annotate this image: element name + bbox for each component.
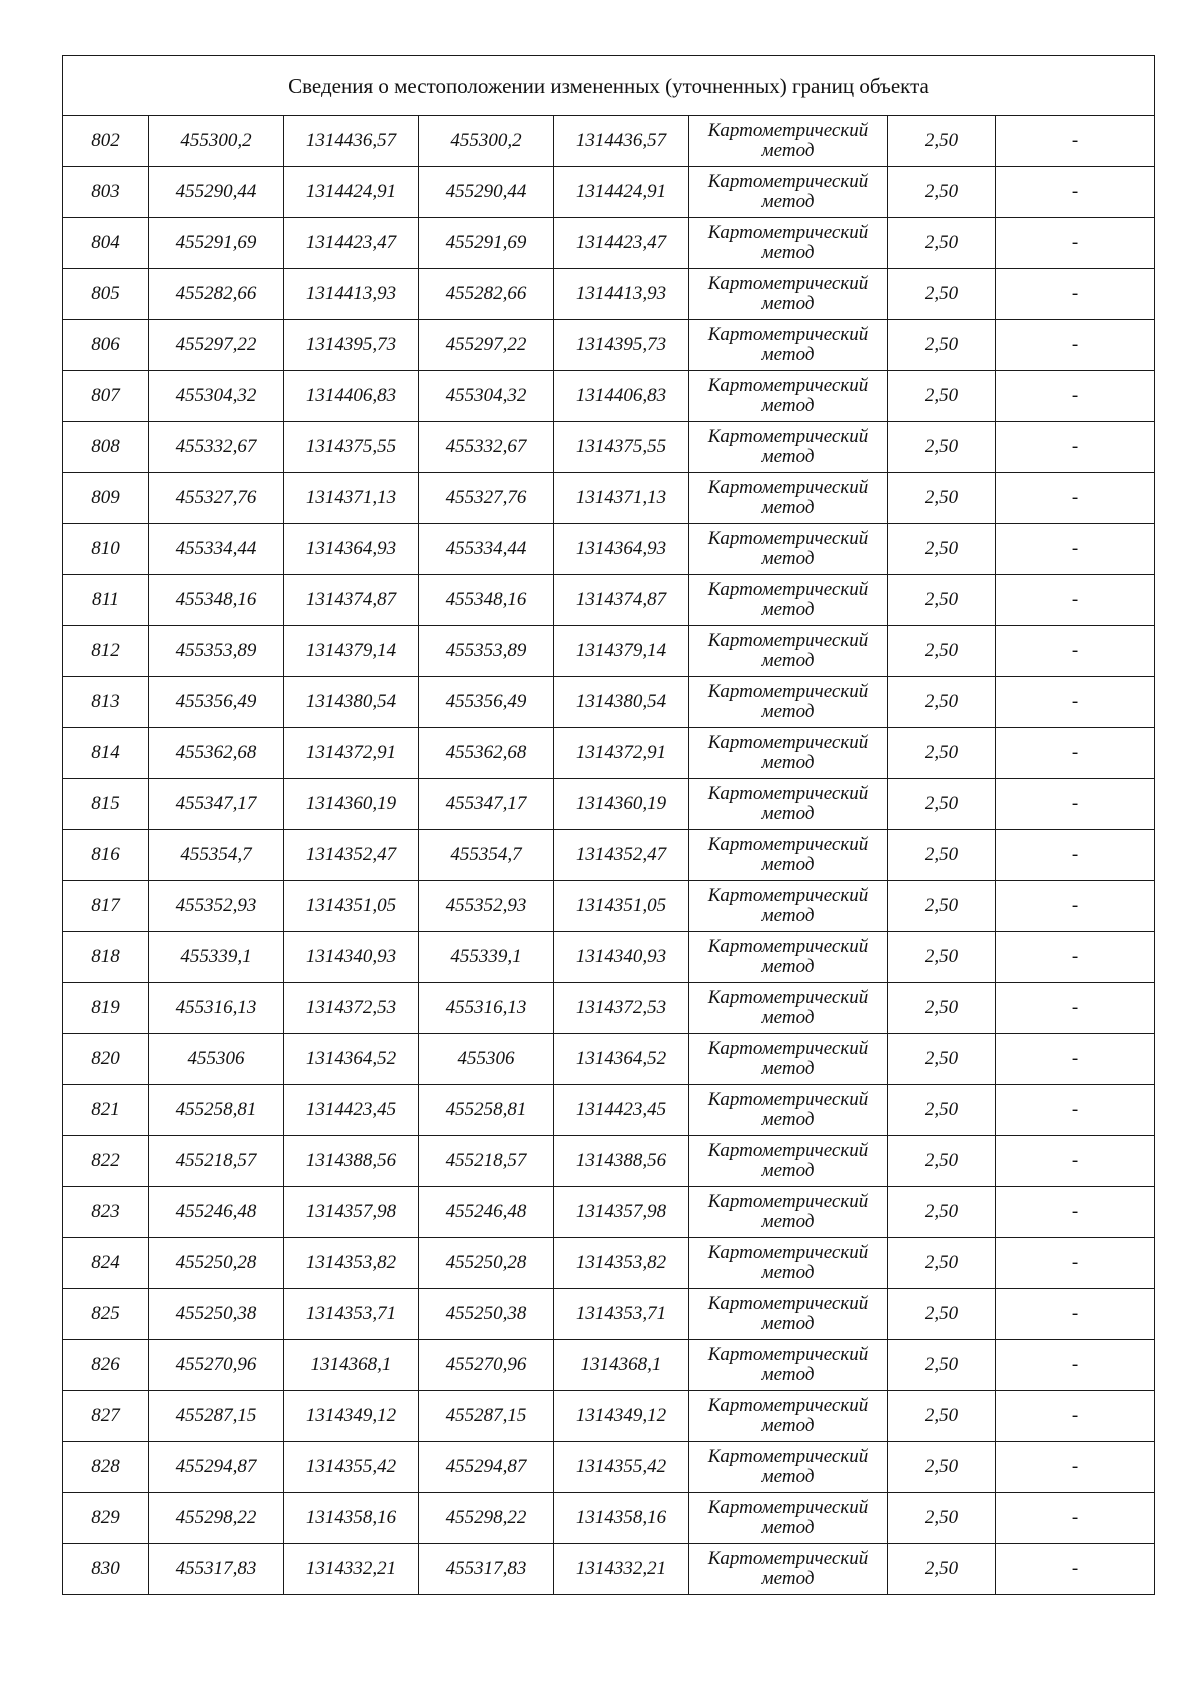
y-old-cell: 1314372,53 [284,983,419,1034]
x-old-cell: 455294,87 [149,1442,284,1493]
x-old-cell: 455327,76 [149,473,284,524]
y-new-cell: 1314340,93 [554,932,689,983]
y-new-cell: 1314379,14 [554,626,689,677]
x-old-cell: 455258,81 [149,1085,284,1136]
y-old-cell: 1314353,71 [284,1289,419,1340]
description-cell: - [996,932,1155,983]
table-row [63,677,1155,728]
method-cell: Картометрический метод [689,1493,888,1544]
point-number-cell: 809 [63,473,149,524]
y-old-cell: 1314406,83 [284,371,419,422]
table-row [63,167,1155,218]
y-old-cell: 1314372,91 [284,728,419,779]
accuracy-cell: 2,50 [888,269,996,320]
y-new-cell: 1314358,16 [554,1493,689,1544]
y-new-cell: 1314332,21 [554,1544,689,1595]
accuracy-cell: 2,50 [888,116,996,167]
method-cell: Картометрический метод [689,1442,888,1493]
table-row [63,1544,1155,1595]
point-number-cell: 827 [63,1391,149,1442]
y-old-cell: 1314340,93 [284,932,419,983]
table-row [63,1136,1155,1187]
x-old-cell: 455250,38 [149,1289,284,1340]
y-new-cell: 1314374,87 [554,575,689,626]
x-new-cell: 455347,17 [419,779,554,830]
method-cell: Картометрический метод [689,575,888,626]
table-row [63,1238,1155,1289]
y-new-cell: 1314388,56 [554,1136,689,1187]
point-number-cell: 804 [63,218,149,269]
table-body [63,56,1155,1595]
y-new-cell: 1314423,45 [554,1085,689,1136]
table-row [63,881,1155,932]
method-cell: Картометрический метод [689,116,888,167]
description-cell: - [996,269,1155,320]
point-number-cell: 811 [63,575,149,626]
x-old-cell: 455334,44 [149,524,284,575]
description-cell: - [996,983,1155,1034]
table-row [63,371,1155,422]
y-new-cell: 1314371,13 [554,473,689,524]
x-old-cell: 455356,49 [149,677,284,728]
x-new-cell: 455258,81 [419,1085,554,1136]
point-number-cell: 815 [63,779,149,830]
y-new-cell: 1314413,93 [554,269,689,320]
y-old-cell: 1314380,54 [284,677,419,728]
method-cell: Картометрический метод [689,167,888,218]
point-number-cell: 816 [63,830,149,881]
y-old-cell: 1314423,45 [284,1085,419,1136]
description-cell: - [996,881,1155,932]
method-cell: Картометрический метод [689,1391,888,1442]
y-new-cell: 1314364,93 [554,524,689,575]
accuracy-cell: 2,50 [888,1544,996,1595]
y-new-cell: 1314364,52 [554,1034,689,1085]
x-new-cell: 455287,15 [419,1391,554,1442]
method-cell: Картометрический метод [689,1289,888,1340]
x-new-cell: 455250,38 [419,1289,554,1340]
y-new-cell: 1314372,53 [554,983,689,1034]
y-old-cell: 1314360,19 [284,779,419,830]
x-old-cell: 455306 [149,1034,284,1085]
accuracy-cell: 2,50 [888,371,996,422]
method-cell: Картометрический метод [689,830,888,881]
x-new-cell: 455353,89 [419,626,554,677]
point-number-cell: 823 [63,1187,149,1238]
y-new-cell: 1314368,1 [554,1340,689,1391]
accuracy-cell: 2,50 [888,1340,996,1391]
description-cell: - [996,1391,1155,1442]
point-number-cell: 808 [63,422,149,473]
x-old-cell: 455300,2 [149,116,284,167]
x-new-cell: 455246,48 [419,1187,554,1238]
y-old-cell: 1314424,91 [284,167,419,218]
description-cell: - [996,1544,1155,1595]
table-row [63,473,1155,524]
description-cell: - [996,830,1155,881]
y-new-cell: 1314375,55 [554,422,689,473]
y-new-cell: 1314357,98 [554,1187,689,1238]
accuracy-cell: 2,50 [888,422,996,473]
x-new-cell: 455282,66 [419,269,554,320]
point-number-cell: 807 [63,371,149,422]
description-cell: - [996,1187,1155,1238]
description-cell: - [996,1085,1155,1136]
x-new-cell: 455334,44 [419,524,554,575]
x-new-cell: 455352,93 [419,881,554,932]
y-old-cell: 1314358,16 [284,1493,419,1544]
x-old-cell: 455347,17 [149,779,284,830]
accuracy-cell: 2,50 [888,983,996,1034]
y-new-cell: 1314406,83 [554,371,689,422]
point-number-cell: 817 [63,881,149,932]
accuracy-cell: 2,50 [888,575,996,626]
y-old-cell: 1314423,47 [284,218,419,269]
x-old-cell: 455287,15 [149,1391,284,1442]
point-number-cell: 825 [63,1289,149,1340]
method-cell: Картометрический метод [689,1340,888,1391]
point-number-cell: 822 [63,1136,149,1187]
y-new-cell: 1314353,82 [554,1238,689,1289]
x-new-cell: 455298,22 [419,1493,554,1544]
method-cell: Картометрический метод [689,932,888,983]
description-cell: - [996,626,1155,677]
y-new-cell: 1314351,05 [554,881,689,932]
y-old-cell: 1314352,47 [284,830,419,881]
x-new-cell: 455356,49 [419,677,554,728]
y-old-cell: 1314357,98 [284,1187,419,1238]
y-old-cell: 1314375,55 [284,422,419,473]
accuracy-cell: 2,50 [888,1187,996,1238]
y-old-cell: 1314332,21 [284,1544,419,1595]
description-cell: - [996,218,1155,269]
y-old-cell: 1314351,05 [284,881,419,932]
point-number-cell: 826 [63,1340,149,1391]
table-row [63,524,1155,575]
accuracy-cell: 2,50 [888,167,996,218]
x-new-cell: 455332,67 [419,422,554,473]
point-number-cell: 805 [63,269,149,320]
x-old-cell: 455348,16 [149,575,284,626]
method-cell: Картометрический метод [689,1085,888,1136]
table-row [63,320,1155,371]
y-new-cell: 1314349,12 [554,1391,689,1442]
point-number-cell: 803 [63,167,149,218]
method-cell: Картометрический метод [689,626,888,677]
table-row [63,116,1155,167]
y-new-cell: 1314353,71 [554,1289,689,1340]
point-number-cell: 830 [63,1544,149,1595]
description-cell: - [996,575,1155,626]
description-cell: - [996,371,1155,422]
method-cell: Картометрический метод [689,779,888,830]
x-old-cell: 455297,22 [149,320,284,371]
x-old-cell: 455332,67 [149,422,284,473]
accuracy-cell: 2,50 [888,779,996,830]
description-cell: - [996,167,1155,218]
table-row [63,575,1155,626]
x-old-cell: 455316,13 [149,983,284,1034]
method-cell: Картометрический метод [689,269,888,320]
table-row [63,728,1155,779]
x-old-cell: 455250,28 [149,1238,284,1289]
y-old-cell: 1314353,82 [284,1238,419,1289]
y-old-cell: 1314388,56 [284,1136,419,1187]
method-cell: Картометрический метод [689,1034,888,1085]
x-old-cell: 455352,93 [149,881,284,932]
description-cell: - [996,1136,1155,1187]
table-row [63,1085,1155,1136]
x-old-cell: 455354,7 [149,830,284,881]
method-cell: Картометрический метод [689,524,888,575]
accuracy-cell: 2,50 [888,1493,996,1544]
y-old-cell: 1314349,12 [284,1391,419,1442]
method-cell: Картометрический метод [689,371,888,422]
accuracy-cell: 2,50 [888,473,996,524]
y-old-cell: 1314436,57 [284,116,419,167]
x-new-cell: 455327,76 [419,473,554,524]
y-new-cell: 1314395,73 [554,320,689,371]
point-number-cell: 820 [63,1034,149,1085]
accuracy-cell: 2,50 [888,1136,996,1187]
table-row [63,1187,1155,1238]
x-old-cell: 455304,32 [149,371,284,422]
point-number-cell: 824 [63,1238,149,1289]
accuracy-cell: 2,50 [888,677,996,728]
point-number-cell: 806 [63,320,149,371]
y-new-cell: 1314423,47 [554,218,689,269]
description-cell: - [996,1289,1155,1340]
description-cell: - [996,677,1155,728]
x-new-cell: 455218,57 [419,1136,554,1187]
y-new-cell: 1314355,42 [554,1442,689,1493]
y-new-cell: 1314436,57 [554,116,689,167]
point-number-cell: 813 [63,677,149,728]
x-new-cell: 455339,1 [419,932,554,983]
y-old-cell: 1314364,93 [284,524,419,575]
point-number-cell: 828 [63,1442,149,1493]
x-new-cell: 455348,16 [419,575,554,626]
table-row [63,932,1155,983]
accuracy-cell: 2,50 [888,1289,996,1340]
point-number-cell: 819 [63,983,149,1034]
x-old-cell: 455317,83 [149,1544,284,1595]
table-row [63,1391,1155,1442]
x-old-cell: 455282,66 [149,269,284,320]
method-cell: Картометрический метод [689,1136,888,1187]
method-cell: Картометрический метод [689,422,888,473]
method-cell: Картометрический метод [689,473,888,524]
table-title-row [63,56,1155,116]
method-cell: Картометрический метод [689,1238,888,1289]
description-cell: - [996,1034,1155,1085]
x-old-cell: 455353,89 [149,626,284,677]
x-new-cell: 455250,28 [419,1238,554,1289]
x-new-cell: 455300,2 [419,116,554,167]
y-old-cell: 1314413,93 [284,269,419,320]
table-row [63,983,1155,1034]
accuracy-cell: 2,50 [888,524,996,575]
y-new-cell: 1314352,47 [554,830,689,881]
x-new-cell: 455290,44 [419,167,554,218]
y-new-cell: 1314380,54 [554,677,689,728]
point-number-cell: 818 [63,932,149,983]
table-row [63,218,1155,269]
accuracy-cell: 2,50 [888,218,996,269]
y-new-cell: 1314424,91 [554,167,689,218]
x-old-cell: 455298,22 [149,1493,284,1544]
x-new-cell: 455354,7 [419,830,554,881]
table-row [63,779,1155,830]
method-cell: Картометрический метод [689,218,888,269]
x-new-cell: 455362,68 [419,728,554,779]
accuracy-cell: 2,50 [888,1085,996,1136]
x-old-cell: 455290,44 [149,167,284,218]
x-old-cell: 455362,68 [149,728,284,779]
accuracy-cell: 2,50 [888,830,996,881]
accuracy-cell: 2,50 [888,1238,996,1289]
document-page [62,55,1154,1595]
description-cell: - [996,473,1155,524]
table-row [63,1493,1155,1544]
point-number-cell: 810 [63,524,149,575]
description-cell: - [996,1340,1155,1391]
method-cell: Картометрический метод [689,983,888,1034]
method-cell: Картометрический метод [689,728,888,779]
boundary-coordinates-table [62,55,1155,1595]
x-new-cell: 455291,69 [419,218,554,269]
x-new-cell: 455270,96 [419,1340,554,1391]
x-old-cell: 455218,57 [149,1136,284,1187]
description-cell: - [996,1493,1155,1544]
point-number-cell: 829 [63,1493,149,1544]
table-row [63,1034,1155,1085]
point-number-cell: 802 [63,116,149,167]
y-old-cell: 1314395,73 [284,320,419,371]
x-new-cell: 455317,83 [419,1544,554,1595]
description-cell: - [996,422,1155,473]
x-new-cell: 455294,87 [419,1442,554,1493]
y-old-cell: 1314368,1 [284,1340,419,1391]
y-old-cell: 1314355,42 [284,1442,419,1493]
point-number-cell: 812 [63,626,149,677]
description-cell: - [996,728,1155,779]
method-cell: Картометрический метод [689,677,888,728]
accuracy-cell: 2,50 [888,728,996,779]
x-new-cell: 455316,13 [419,983,554,1034]
x-new-cell: 455297,22 [419,320,554,371]
y-old-cell: 1314364,52 [284,1034,419,1085]
table-title: Сведения о местоположении измененных (уточненных) границ объекта [63,56,1155,116]
x-old-cell: 455291,69 [149,218,284,269]
method-cell: Картометрический метод [689,1544,888,1595]
y-old-cell: 1314379,14 [284,626,419,677]
x-old-cell: 455270,96 [149,1340,284,1391]
description-cell: - [996,1442,1155,1493]
method-cell: Картометрический метод [689,320,888,371]
accuracy-cell: 2,50 [888,626,996,677]
description-cell: - [996,779,1155,830]
table-row [63,1289,1155,1340]
accuracy-cell: 2,50 [888,320,996,371]
method-cell: Картометрический метод [689,881,888,932]
method-cell: Картометрический метод [689,1187,888,1238]
point-number-cell: 821 [63,1085,149,1136]
point-number-cell: 814 [63,728,149,779]
accuracy-cell: 2,50 [888,1442,996,1493]
table-row [63,830,1155,881]
accuracy-cell: 2,50 [888,1034,996,1085]
x-new-cell: 455304,32 [419,371,554,422]
description-cell: - [996,320,1155,371]
x-old-cell: 455246,48 [149,1187,284,1238]
table-row [63,1442,1155,1493]
accuracy-cell: 2,50 [888,1391,996,1442]
y-old-cell: 1314374,87 [284,575,419,626]
accuracy-cell: 2,50 [888,932,996,983]
table-row [63,269,1155,320]
table-row [63,422,1155,473]
table-row [63,1340,1155,1391]
description-cell: - [996,1238,1155,1289]
y-new-cell: 1314372,91 [554,728,689,779]
accuracy-cell: 2,50 [888,881,996,932]
x-old-cell: 455339,1 [149,932,284,983]
description-cell: - [996,524,1155,575]
description-cell: - [996,116,1155,167]
y-old-cell: 1314371,13 [284,473,419,524]
y-new-cell: 1314360,19 [554,779,689,830]
table-row [63,626,1155,677]
x-new-cell: 455306 [419,1034,554,1085]
